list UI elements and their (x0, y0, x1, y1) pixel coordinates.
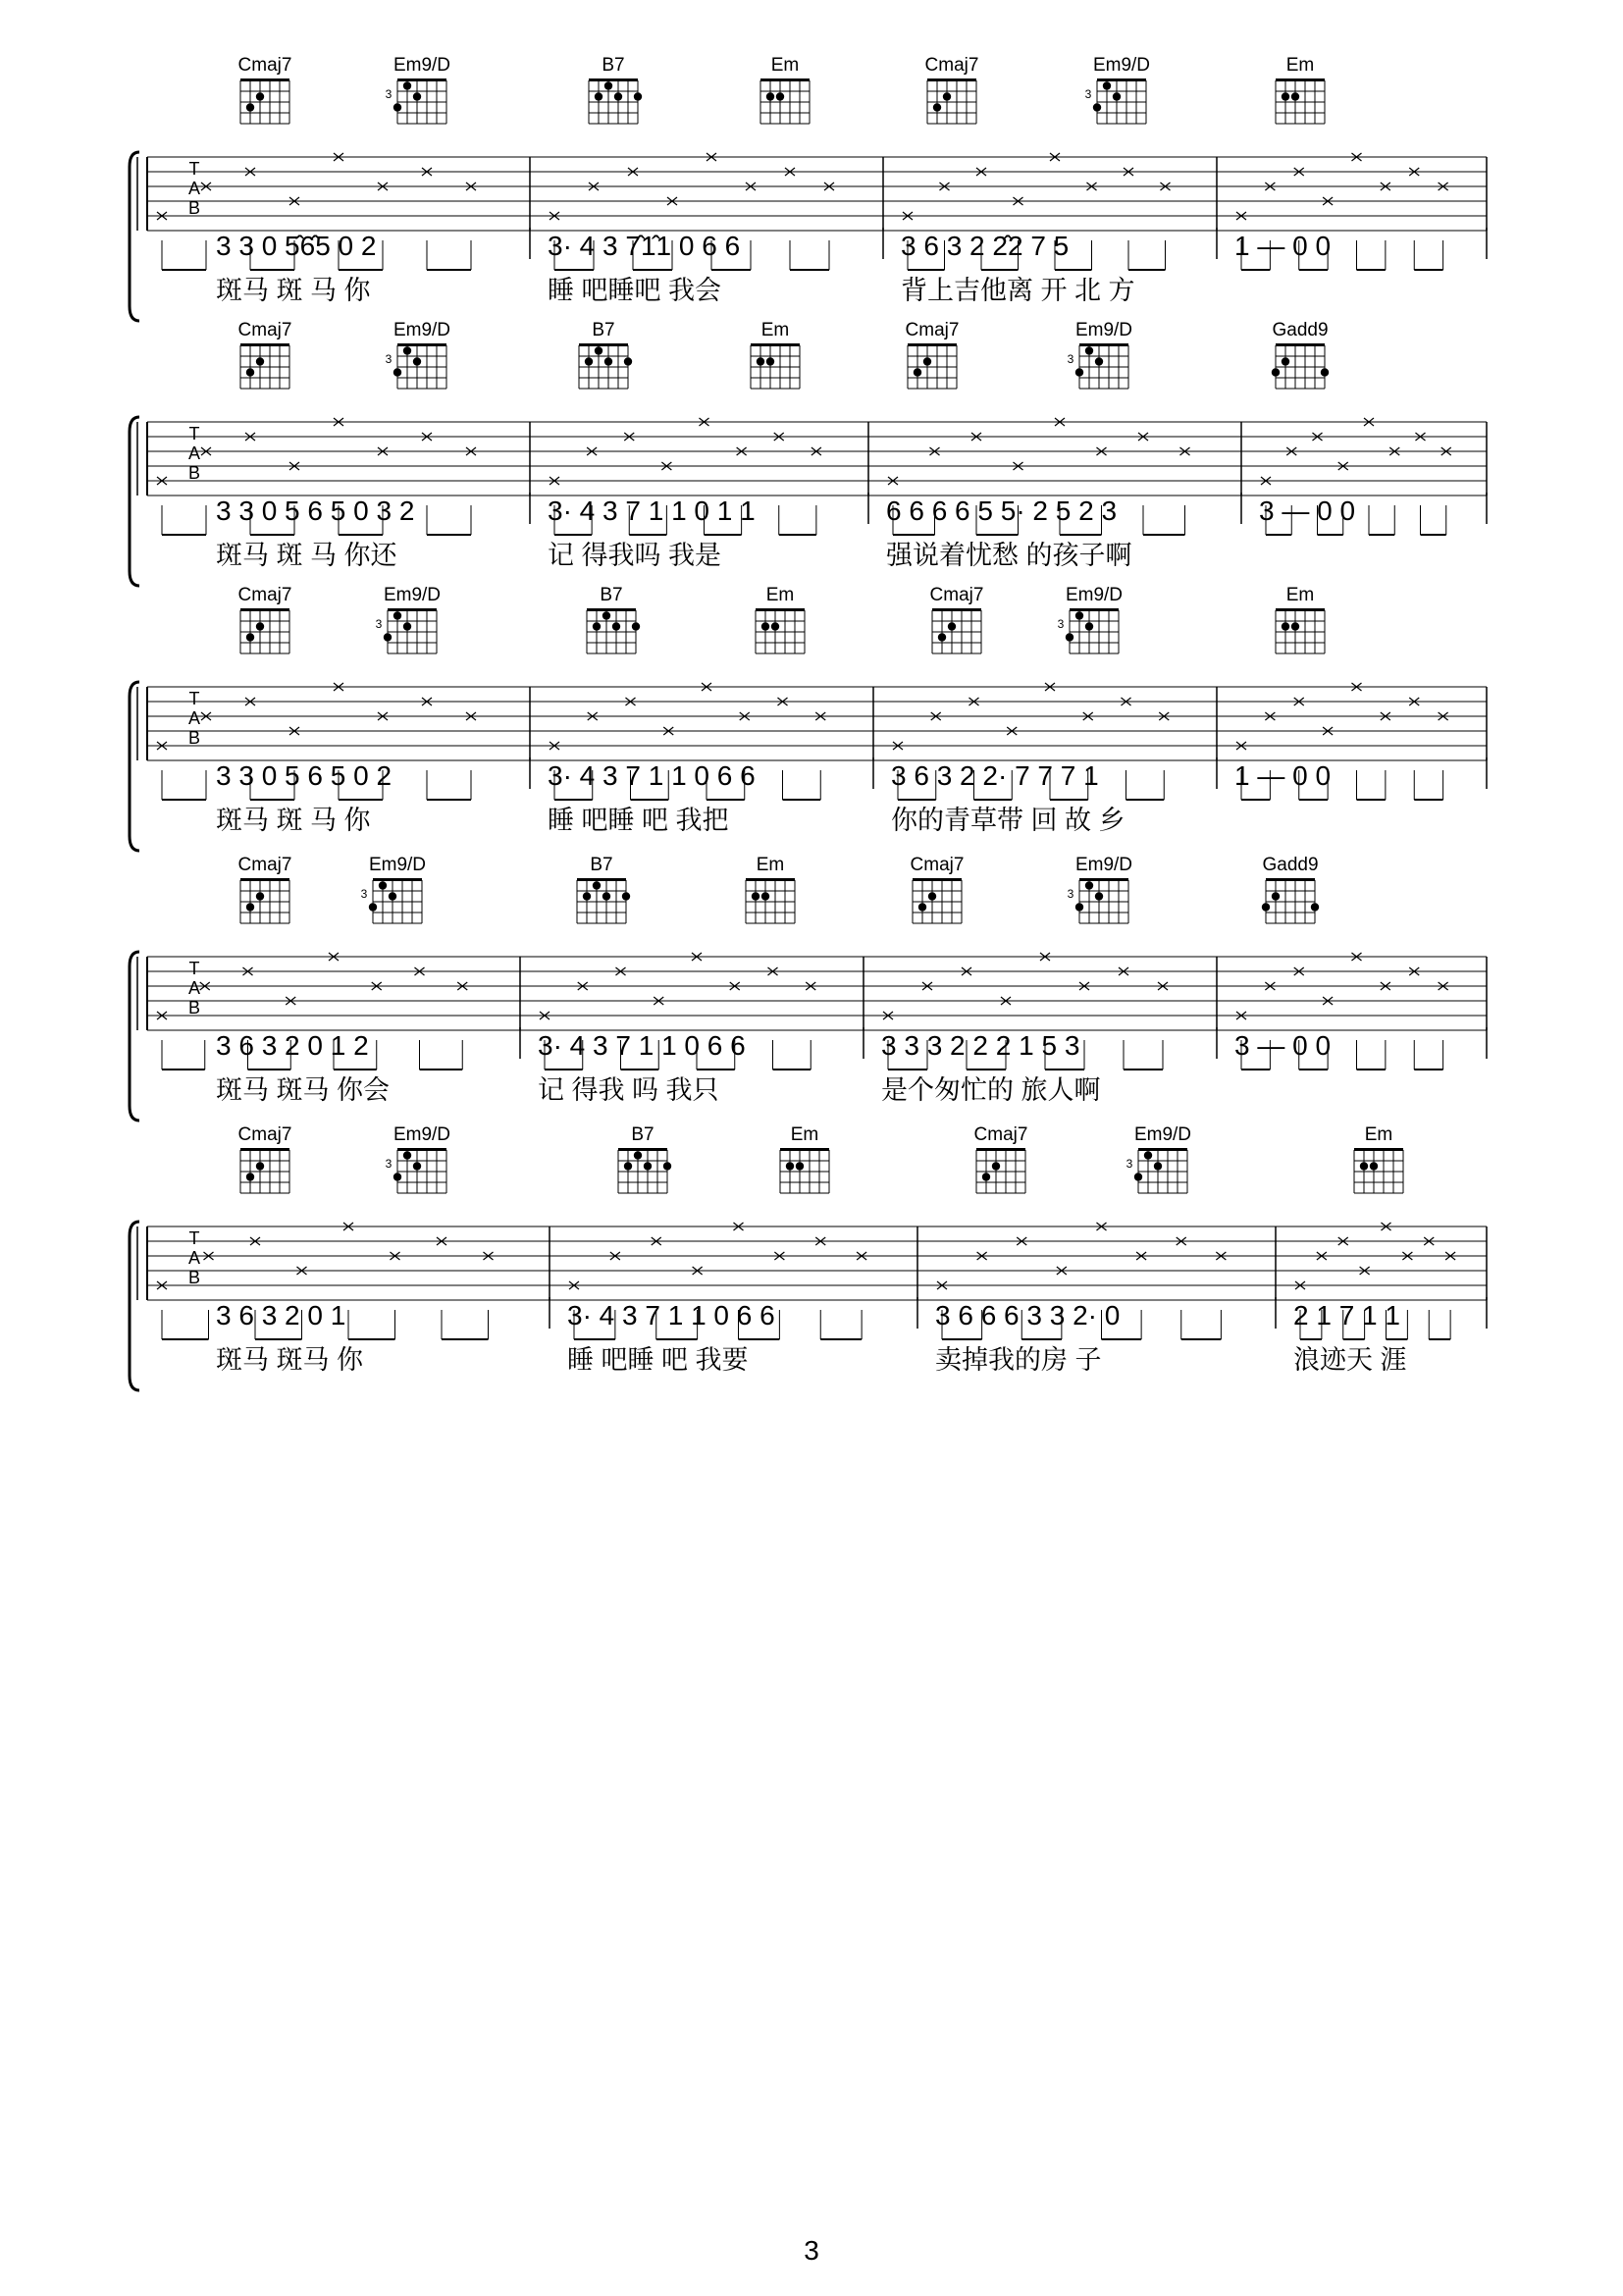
chord-finger-dot (1311, 903, 1319, 911)
chord-finger-dot (1095, 357, 1103, 365)
chord-finger-dot (413, 92, 421, 100)
chord-diagram (756, 585, 805, 653)
chord-name: Em (770, 55, 800, 76)
chord-finger-dot (393, 611, 401, 619)
chord-finger-dot (918, 903, 926, 911)
chord-finger-dot (246, 633, 254, 641)
chord-name: B7 (592, 320, 615, 340)
chord-finger-dot (1321, 368, 1329, 376)
chord-finger-dot (1113, 92, 1121, 100)
chord-name: Cmaj7 (929, 585, 984, 605)
chord-name: B7 (590, 855, 613, 875)
chord-finger-dot (928, 892, 936, 900)
chord-diagram (238, 1124, 292, 1193)
tab-clef-letter: A (187, 179, 201, 198)
chord-name: Em9/D (1074, 320, 1133, 340)
chord-name: Gadd9 (1262, 855, 1319, 875)
chord-finger-dot (602, 892, 610, 900)
chord-finger-dot (923, 357, 931, 365)
lyric-line: 睡 吧睡吧 我会 (548, 276, 722, 305)
chord-fret-number: 3 (360, 887, 368, 901)
lyric-line: 背上吉他离 开 北 方 (901, 276, 1135, 305)
tab-clef-letter: B (187, 463, 201, 483)
chord-finger-dot (246, 103, 254, 111)
jianpu-measure: 3· 4 3 7 1 1 0 1 1 (548, 496, 756, 526)
lyric-line: 卖掉我的房 子 (935, 1345, 1102, 1375)
chord-name: Em (760, 320, 790, 340)
chord-finger-dot (1095, 892, 1103, 900)
chord-name: Em9/D (393, 55, 451, 76)
lyric-line: 是个匆忙的 旅人啊 (881, 1075, 1101, 1105)
tab-clef-letter: T (188, 424, 200, 444)
chord-diagram (751, 320, 800, 389)
lyric-line: 你的青草带 回 故 乡 (891, 806, 1126, 835)
chord-finger-dot (413, 357, 421, 365)
chord-finger-dot (612, 622, 620, 630)
chord-diagram (386, 55, 450, 124)
tab-clef-letter: T (188, 159, 200, 179)
tab-clef-letter: B (187, 998, 201, 1018)
chord-name: B7 (602, 55, 625, 76)
chord-name: Em9/D (1092, 55, 1151, 76)
chord-name: Gadd9 (1272, 320, 1329, 340)
chord-diagram (1068, 320, 1132, 389)
chord-finger-dot (622, 892, 630, 900)
chord-diagram (1085, 55, 1150, 124)
chord-name: Em (790, 1124, 819, 1145)
chord-finger-dot (246, 368, 254, 376)
tab-clef-letter: A (187, 708, 201, 728)
chord-finger-dot (256, 622, 264, 630)
chord-fret-number: 3 (385, 1157, 393, 1171)
chord-finger-dot (393, 368, 401, 376)
chord-finger-dot (1085, 622, 1093, 630)
chord-finger-dot (757, 357, 764, 365)
chord-finger-dot (604, 81, 612, 89)
chord-finger-dot (256, 92, 264, 100)
chord-name: Cmaj7 (973, 1124, 1028, 1145)
chord-fret-number: 3 (385, 352, 393, 366)
chord-name: B7 (600, 585, 623, 605)
chord-finger-dot (1272, 892, 1280, 900)
chord-finger-dot (663, 1162, 671, 1170)
chord-finger-dot (413, 1162, 421, 1170)
chord-finger-dot (914, 368, 921, 376)
chord-name: Cmaj7 (237, 1124, 292, 1145)
chord-diagram (974, 1124, 1028, 1193)
chord-finger-dot (1360, 1162, 1368, 1170)
chord-finger-dot (796, 1162, 804, 1170)
chord-fret-number: 3 (375, 617, 383, 631)
lyric-line: 浪迹天 涯 (1293, 1345, 1407, 1375)
tab-clef-letter: T (188, 959, 200, 978)
tab-clef-letter: A (187, 978, 201, 998)
chord-diagram (587, 585, 640, 653)
chord-finger-dot (369, 903, 377, 911)
lyric-line: 斑马 斑马 你会 (216, 1075, 391, 1105)
chord-finger-dot (1093, 103, 1101, 111)
chord-fret-number: 3 (1084, 87, 1092, 101)
jianpu-measure: 3 3 0 5 6 5 0 2 (216, 760, 393, 791)
chord-finger-dot (634, 92, 642, 100)
chord-finger-dot (992, 1162, 1000, 1170)
chord-diagram (1262, 855, 1319, 923)
chord-finger-dot (1282, 357, 1289, 365)
chord-name: Cmaj7 (237, 320, 292, 340)
tab-clef-letter: A (187, 444, 201, 463)
chord-diagram (238, 320, 292, 389)
chord-finger-dot (1272, 368, 1280, 376)
tab-clef-letter: B (187, 1268, 201, 1287)
chord-finger-dot (1370, 1162, 1378, 1170)
chord-name: Cmaj7 (924, 55, 979, 76)
chord-name: Cmaj7 (237, 585, 292, 605)
jianpu-measure: 3 — 0 0 (1259, 496, 1356, 526)
lyric-line: 斑马 斑 马 你 (216, 276, 371, 305)
jianpu-measure: 3· 4 3 7 1 1 0 6 6 (567, 1300, 775, 1331)
chord-fret-number: 3 (1067, 352, 1074, 366)
chord-finger-dot (1103, 81, 1111, 89)
chord-diagram (238, 55, 292, 124)
chord-finger-dot (389, 892, 396, 900)
chord-name: Em (1364, 1124, 1393, 1145)
chord-name: Em (765, 585, 795, 605)
chord-finger-dot (766, 357, 774, 365)
chord-diagram (746, 855, 795, 923)
system (130, 1124, 1487, 1390)
jianpu-measure: 1 — 0 0 (1234, 231, 1332, 261)
chord-finger-dot (632, 622, 640, 630)
lyric-line: 睡 吧睡 吧 我要 (567, 1345, 749, 1375)
jianpu-measure: 3 6 3 2 0 1 2 (216, 1030, 369, 1061)
chord-diagram (1068, 855, 1132, 923)
chord-finger-dot (943, 92, 951, 100)
lyric-line: 睡 吧睡 吧 我把 (548, 806, 729, 835)
chord-finger-dot (1075, 903, 1083, 911)
chord-finger-dot (1144, 1151, 1152, 1159)
system (130, 585, 1487, 851)
chord-finger-dot (1134, 1173, 1142, 1180)
chord-diagram (760, 55, 810, 124)
chord-finger-dot (256, 357, 264, 365)
system (130, 855, 1487, 1121)
chord-finger-dot (403, 81, 411, 89)
jianpu-measure: 3 6 3 2 0 1 (216, 1300, 346, 1331)
chord-name: Cmaj7 (237, 55, 292, 76)
chord-finger-dot (1085, 346, 1093, 354)
chord-diagram (1126, 1124, 1191, 1193)
chord-finger-dot (393, 1173, 401, 1180)
chord-diagram (930, 585, 984, 653)
chord-fret-number: 3 (1067, 887, 1074, 901)
chord-finger-dot (624, 357, 632, 365)
chord-finger-dot (1291, 92, 1299, 100)
chord-diagram (906, 320, 960, 389)
chord-name: Cmaj7 (910, 855, 965, 875)
chord-finger-dot (384, 633, 392, 641)
chord-diagram (361, 855, 426, 923)
chord-finger-dot (379, 881, 387, 889)
chord-name: Em9/D (368, 855, 427, 875)
chord-finger-dot (1085, 881, 1093, 889)
chord-finger-dot (1282, 622, 1289, 630)
chord-finger-dot (644, 1162, 652, 1170)
tab-clef-letter: B (187, 198, 201, 218)
jianpu-measure: 3· 4 3 7̂1̂1 0 6 6 (548, 231, 741, 261)
chord-finger-dot (403, 1151, 411, 1159)
tab-clef-letter: A (187, 1248, 201, 1268)
chord-finger-dot (786, 1162, 794, 1170)
chord-finger-dot (1075, 611, 1083, 619)
chord-finger-dot (1282, 92, 1289, 100)
chord-diagram (577, 855, 630, 923)
jianpu-measure: 3· 4 3 7 1 1 0 6 6 (538, 1030, 746, 1061)
chord-finger-dot (246, 1173, 254, 1180)
chord-finger-dot (624, 1162, 632, 1170)
chord-finger-dot (776, 92, 784, 100)
chord-finger-dot (933, 103, 941, 111)
chord-name: Em (1285, 585, 1315, 605)
chord-finger-dot (403, 346, 411, 354)
chord-name: Cmaj7 (905, 320, 960, 340)
chord-name: Em (1285, 55, 1315, 76)
chord-finger-dot (604, 357, 612, 365)
chord-name: B7 (631, 1124, 654, 1145)
chord-finger-dot (585, 357, 593, 365)
chord-diagram (589, 55, 642, 124)
chord-finger-dot (948, 622, 956, 630)
chord-name: Cmaj7 (237, 855, 292, 875)
chord-name: Em9/D (393, 1124, 451, 1145)
chord-diagram (1276, 585, 1325, 653)
chord-fret-number: 3 (1057, 617, 1065, 631)
chord-finger-dot (1075, 368, 1083, 376)
chord-diagram (386, 1124, 450, 1193)
jianpu-measure: 1 — 0 0 (1234, 760, 1332, 791)
chord-diagram (1058, 585, 1123, 653)
chord-diagram (1272, 320, 1329, 389)
chord-name: Em9/D (393, 320, 451, 340)
jianpu-measure: 3 6 6 6 3 3 2· 0 (935, 1300, 1121, 1331)
chord-diagram (618, 1124, 671, 1193)
chord-finger-dot (602, 611, 610, 619)
chord-finger-dot (752, 892, 759, 900)
jianpu-measure: 3 6 3 2 2̂2 7 5 (901, 231, 1070, 261)
chord-name: Em9/D (1133, 1124, 1192, 1145)
chord-fret-number: 3 (1126, 1157, 1133, 1171)
tab-clef-letter: T (188, 1228, 200, 1248)
chord-finger-dot (403, 622, 411, 630)
chord-diagram (1276, 55, 1325, 124)
chord-fret-number: 3 (385, 87, 393, 101)
chord-diagram (1354, 1124, 1403, 1193)
jianpu-measure: 6 6 6 6 5 5· 2 5 2 3 (886, 496, 1118, 526)
chord-finger-dot (583, 892, 591, 900)
chord-diagram (579, 320, 632, 389)
chord-diagram (376, 585, 441, 653)
chord-finger-dot (595, 346, 602, 354)
chord-name: Em9/D (383, 585, 442, 605)
chord-diagram (386, 320, 450, 389)
chord-finger-dot (761, 622, 769, 630)
chord-finger-dot (1066, 633, 1073, 641)
jianpu-measure: 3 6 3 2 2· 7 7 7 1 (891, 760, 1099, 791)
lyric-line: 强说着忧愁 的孩子啊 (886, 541, 1132, 570)
chord-finger-dot (761, 892, 769, 900)
lyric-line: 斑马 斑 马 你还 (216, 541, 397, 570)
jianpu-measure: 3 3 0 5 6 5 0 3 2 (216, 496, 415, 526)
jianpu-measure: 2 1 7 1 1 (1293, 1300, 1400, 1331)
chord-diagram (780, 1124, 829, 1193)
lyric-line: 记 得我吗 我是 (548, 541, 722, 570)
chord-name: Em (756, 855, 785, 875)
jianpu-measure: 3 — 0 0 (1234, 1030, 1332, 1061)
tab-clef-letter: T (188, 689, 200, 708)
chord-finger-dot (393, 103, 401, 111)
jianpu-measure: 3· 4 3 7 1 1 0 6 6 (548, 760, 756, 791)
chord-finger-dot (614, 92, 622, 100)
lyric-line: 斑马 斑 马 你 (216, 806, 371, 835)
chord-finger-dot (634, 1151, 642, 1159)
system (130, 55, 1487, 321)
chord-finger-dot (1154, 1162, 1162, 1170)
chord-diagram (238, 855, 292, 923)
jianpu-measure: 3 3 3 2 2 2 1 5 3 (881, 1030, 1080, 1061)
chord-finger-dot (938, 633, 946, 641)
chord-name: Em9/D (1065, 585, 1124, 605)
chord-finger-dot (593, 622, 601, 630)
jianpu-measure: 3 3 0 5̂6̂5 0 2 (216, 231, 377, 261)
page-number: 3 (804, 2235, 819, 2266)
tab-clef-letter: B (187, 728, 201, 748)
chord-finger-dot (1262, 903, 1270, 911)
chord-finger-dot (593, 881, 601, 889)
chord-finger-dot (1291, 622, 1299, 630)
system (130, 320, 1487, 586)
chord-finger-dot (595, 92, 602, 100)
chord-diagram (925, 55, 979, 124)
chord-diagram (238, 585, 292, 653)
chord-finger-dot (256, 892, 264, 900)
chord-diagram (911, 855, 965, 923)
chord-finger-dot (982, 1173, 990, 1180)
chord-finger-dot (771, 622, 779, 630)
chord-finger-dot (246, 903, 254, 911)
lyric-line: 记 得我 吗 我只 (538, 1075, 719, 1105)
lyric-line: 斑马 斑马 你 (216, 1345, 364, 1375)
chord-name: Em9/D (1074, 855, 1133, 875)
chord-finger-dot (766, 92, 774, 100)
chord-finger-dot (256, 1162, 264, 1170)
